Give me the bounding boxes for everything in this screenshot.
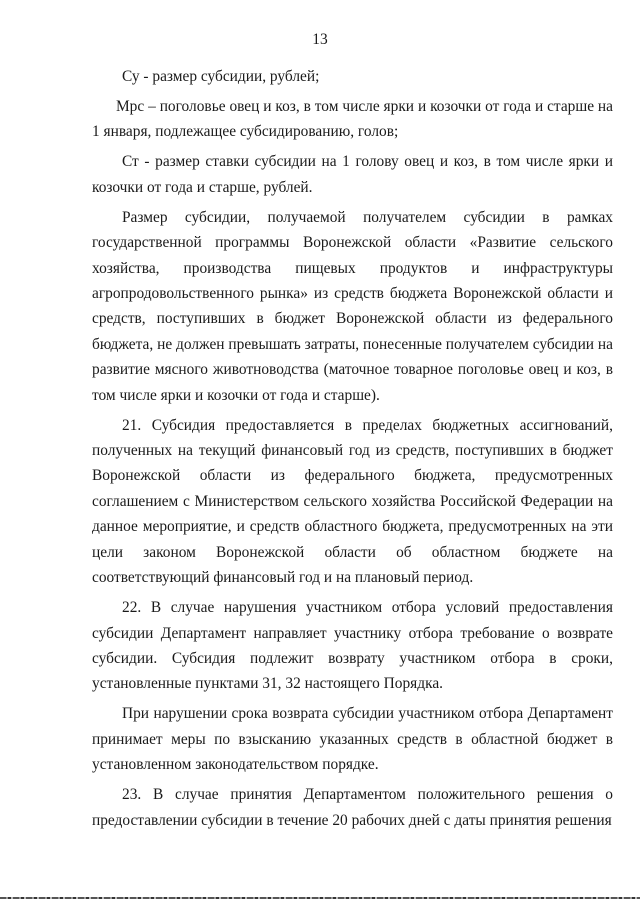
paragraph-clause-21: 21. Субсидия предоставляется в пределах бюджетных ассигнований, полученных на текущий финансовый год из средств, поступивших в бюджет Воронежской области из федерального бюджета, предусмотренных соглашением с Министерством сельского хозяйства Российской Федерации на данное мероприятие, и средств областного бюджета, предусмотренных на эти цели законом Воронежской области об областном бюджете на соответствующий финансовый год и на плановый период.: [92, 416, 613, 587]
paragraph-subsidy-size-definition: Су - размер субсидии, рублей;: [122, 68, 320, 85]
document-body: [92, 64, 613, 833]
paragraph-livestock-count-definition: Мрс – поголовье овец и коз, в том числе ярки и козочки от года и старше на 1 января, подлежащее субсидированию, голов;: [92, 98, 613, 141]
paragraph-clause-23: 23. В случае принятия Департаментом положительного решения о предоставлении субсидии в течение 20 рабочих дней с даты принятия решения: [92, 786, 613, 829]
paragraph-refund-enforcement: При нарушении срока возврата субсидии участником отбора Департамент принимает меры по взысканию указанных средств в областной бюджет в установленном законодательством порядке.: [92, 705, 613, 774]
scan-bottom-edge: [0, 897, 640, 899]
paragraph-subsidy-limit: Размер субсидии, получаемой получателем субсидии в рамках государственной программы Воронежской области «Развитие сельского хозяйства, производства пищевых продуктов и инфраструктуры агропродовольственного рынка» из средств бюджета Воронежской области и средств, поступивших в бюджет Воронежской области из федерального бюджета, не должен превышать затраты, понесенные получателем субсидии на развитие мясного животноводства (маточное товарное поголовье овец и коз, в том числе ярки и козочки от года и старше).: [92, 208, 613, 404]
paragraph-rate-definition: Ст - размер ставки субсидии на 1 голову овец и коз, в том числе ярки и козочки от года и старше, рублей.: [92, 153, 613, 196]
page-number: 13: [312, 31, 328, 48]
paragraph-clause-22: 22. В случае нарушения участником отбора условий предоставления субсидии Департамент направляет участнику отбора требование о возврате субсидии. Субсидия подлежит возврату участником отбора в сроки, установленные пунктами 31, 32 настоящего Порядка.: [92, 599, 613, 693]
